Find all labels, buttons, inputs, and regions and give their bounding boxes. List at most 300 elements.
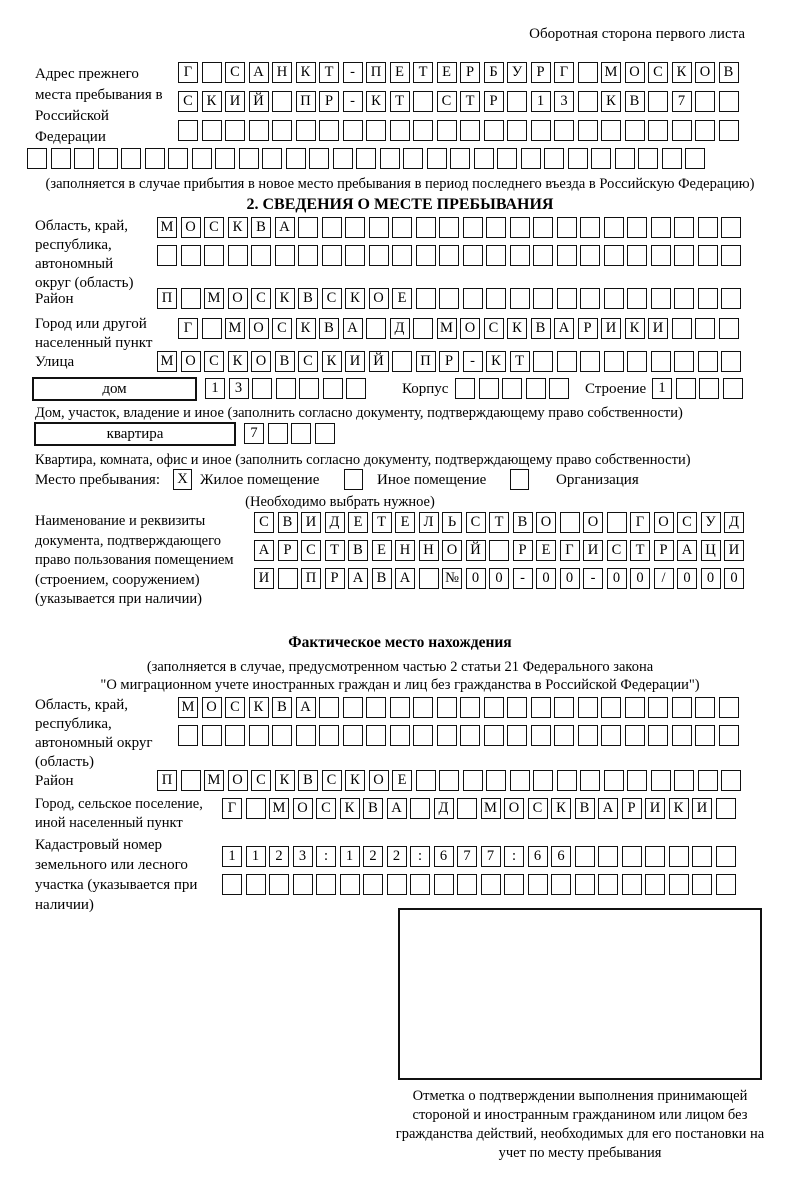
char-box bbox=[651, 245, 671, 266]
char-box: И bbox=[692, 798, 712, 819]
char-box bbox=[557, 245, 577, 266]
char-box bbox=[225, 120, 245, 141]
cadastre-label: Кадастровый номер земельного или лесного участка (указывается при наличии) bbox=[35, 837, 198, 913]
char-box: Т bbox=[413, 62, 433, 83]
char-box bbox=[674, 245, 694, 266]
char-box: 7 bbox=[481, 846, 501, 867]
stroenie-label: Строение bbox=[585, 381, 647, 397]
char-box bbox=[721, 288, 741, 309]
char-box bbox=[716, 874, 736, 895]
char-box bbox=[672, 318, 692, 339]
char-box: К bbox=[345, 770, 365, 791]
char-box bbox=[275, 245, 295, 266]
char-box: С bbox=[272, 318, 292, 339]
char-box: В bbox=[298, 770, 318, 791]
char-box: П bbox=[157, 770, 177, 791]
char-box: М bbox=[269, 798, 289, 819]
char-box: И bbox=[645, 798, 665, 819]
region-row-2 bbox=[157, 245, 745, 267]
char-box bbox=[204, 245, 224, 266]
char-box bbox=[627, 351, 647, 372]
char-box bbox=[298, 245, 318, 266]
char-box: А bbox=[677, 540, 697, 561]
char-box: К bbox=[296, 62, 316, 83]
char-box bbox=[651, 770, 671, 791]
char-box: В bbox=[513, 512, 533, 533]
char-box bbox=[98, 148, 118, 169]
char-box: П bbox=[301, 568, 321, 589]
char-box bbox=[716, 798, 736, 819]
char-box: / bbox=[654, 568, 674, 589]
char-box: 3 bbox=[554, 91, 574, 112]
char-box: К bbox=[322, 351, 342, 372]
char-box: П bbox=[366, 62, 386, 83]
char-box bbox=[286, 148, 306, 169]
char-box: М bbox=[204, 770, 224, 791]
char-box: Й bbox=[249, 91, 269, 112]
char-box bbox=[333, 148, 353, 169]
char-box bbox=[215, 148, 235, 169]
char-box bbox=[685, 148, 705, 169]
char-box bbox=[692, 846, 712, 867]
char-box: С bbox=[298, 351, 318, 372]
region2-row-1 bbox=[178, 697, 742, 719]
confirmation-mark-caption: Отметка о подтверждении выполнения принимающей стороной и иностранным гражданином или лицом без гражданства действий, необходимых для его постановки на учет по месту пребывания bbox=[395, 1088, 765, 1161]
char-box: Д bbox=[434, 798, 454, 819]
char-box bbox=[719, 318, 739, 339]
char-box bbox=[557, 770, 577, 791]
char-box: А bbox=[395, 568, 415, 589]
char-box bbox=[343, 697, 363, 718]
char-box: 7 bbox=[672, 91, 692, 112]
char-box bbox=[228, 245, 248, 266]
char-box bbox=[413, 120, 433, 141]
char-box bbox=[528, 874, 548, 895]
char-box: Е bbox=[392, 770, 412, 791]
char-box: О bbox=[536, 512, 556, 533]
char-box bbox=[507, 697, 527, 718]
char-box: К bbox=[507, 318, 527, 339]
char-box: - bbox=[583, 568, 603, 589]
char-box: 6 bbox=[528, 846, 548, 867]
char-box: Р bbox=[319, 91, 339, 112]
char-box: Д bbox=[724, 512, 744, 533]
char-box: В bbox=[348, 540, 368, 561]
char-box bbox=[560, 512, 580, 533]
char-box bbox=[380, 148, 400, 169]
char-box bbox=[604, 288, 624, 309]
stay-type-note: (Необходимо выбрать нужное) bbox=[245, 494, 435, 510]
char-box: С bbox=[607, 540, 627, 561]
char-box: С bbox=[528, 798, 548, 819]
char-box bbox=[486, 245, 506, 266]
char-box bbox=[557, 351, 577, 372]
char-box bbox=[601, 697, 621, 718]
document-label: Наименование и реквизиты документа, подтверждающего право пользования помещением (строением, сооружением) (указывается при наличии) bbox=[35, 513, 234, 607]
char-box bbox=[568, 148, 588, 169]
char-box bbox=[484, 120, 504, 141]
prev-address-row-2 bbox=[178, 91, 742, 113]
char-box: К bbox=[551, 798, 571, 819]
prev-address-label: Адрес прежнего места пребывания в Российской Федерации bbox=[35, 66, 163, 145]
char-box bbox=[460, 697, 480, 718]
char-box bbox=[272, 91, 292, 112]
char-box bbox=[575, 874, 595, 895]
char-box bbox=[604, 217, 624, 238]
char-box bbox=[604, 351, 624, 372]
char-box: 0 bbox=[677, 568, 697, 589]
char-box: О bbox=[293, 798, 313, 819]
char-box bbox=[392, 245, 412, 266]
char-box bbox=[695, 697, 715, 718]
char-box: А bbox=[296, 697, 316, 718]
char-box bbox=[627, 770, 647, 791]
char-box bbox=[719, 120, 739, 141]
char-box bbox=[181, 770, 201, 791]
char-box bbox=[625, 697, 645, 718]
char-box: 1 bbox=[205, 378, 225, 399]
street-row bbox=[157, 351, 745, 373]
char-box bbox=[580, 245, 600, 266]
char-box bbox=[698, 245, 718, 266]
char-box: Ь bbox=[442, 512, 462, 533]
document-row-3 bbox=[254, 568, 748, 590]
char-box: Р bbox=[513, 540, 533, 561]
char-box bbox=[356, 148, 376, 169]
char-box bbox=[322, 245, 342, 266]
char-box: К bbox=[228, 217, 248, 238]
char-box bbox=[178, 725, 198, 746]
korpus-row bbox=[455, 378, 573, 400]
char-box bbox=[225, 725, 245, 746]
apartment-number-row bbox=[244, 423, 338, 445]
char-box bbox=[479, 378, 499, 399]
char-box: О bbox=[228, 288, 248, 309]
char-box: С bbox=[316, 798, 336, 819]
char-box: А bbox=[598, 798, 618, 819]
char-box bbox=[403, 148, 423, 169]
char-box: В bbox=[275, 351, 295, 372]
char-box bbox=[121, 148, 141, 169]
char-box bbox=[598, 846, 618, 867]
char-box: О bbox=[181, 217, 201, 238]
char-box: С bbox=[677, 512, 697, 533]
confirmation-mark-box bbox=[398, 908, 762, 1080]
char-box: К bbox=[340, 798, 360, 819]
char-box: Г bbox=[554, 62, 574, 83]
char-box bbox=[601, 120, 621, 141]
char-box bbox=[533, 770, 553, 791]
char-box bbox=[627, 288, 647, 309]
char-box: Д bbox=[390, 318, 410, 339]
char-box bbox=[651, 351, 671, 372]
char-box bbox=[580, 351, 600, 372]
char-box: 0 bbox=[489, 568, 509, 589]
char-box: В bbox=[272, 697, 292, 718]
char-box bbox=[645, 874, 665, 895]
char-box: Ц bbox=[701, 540, 721, 561]
char-box bbox=[168, 148, 188, 169]
stroenie-row bbox=[652, 378, 746, 400]
char-box bbox=[392, 217, 412, 238]
char-box: Р bbox=[654, 540, 674, 561]
char-box bbox=[526, 378, 546, 399]
char-box: 2 bbox=[269, 846, 289, 867]
char-box bbox=[178, 120, 198, 141]
char-box bbox=[296, 120, 316, 141]
char-box bbox=[551, 874, 571, 895]
char-box: Г bbox=[560, 540, 580, 561]
char-box bbox=[486, 288, 506, 309]
char-box: А bbox=[249, 62, 269, 83]
char-box bbox=[457, 874, 477, 895]
char-box bbox=[507, 91, 527, 112]
char-box: В bbox=[531, 318, 551, 339]
char-box bbox=[692, 874, 712, 895]
region-row-1 bbox=[157, 217, 745, 239]
char-box bbox=[698, 351, 718, 372]
char-box bbox=[497, 148, 517, 169]
char-box: К bbox=[296, 318, 316, 339]
char-box: К bbox=[275, 770, 295, 791]
char-box bbox=[343, 725, 363, 746]
char-box bbox=[607, 512, 627, 533]
char-box: К bbox=[366, 91, 386, 112]
char-box: О bbox=[625, 62, 645, 83]
char-box bbox=[222, 874, 242, 895]
char-box bbox=[309, 148, 329, 169]
char-box: 3 bbox=[293, 846, 313, 867]
char-box: Н bbox=[395, 540, 415, 561]
char-box: Р bbox=[278, 540, 298, 561]
char-box: С bbox=[466, 512, 486, 533]
char-box bbox=[648, 120, 668, 141]
city-label: Город или другой населенный пункт bbox=[35, 316, 153, 351]
char-box bbox=[486, 217, 506, 238]
char-box: К bbox=[601, 91, 621, 112]
char-box bbox=[346, 378, 366, 399]
char-box bbox=[74, 148, 94, 169]
char-box bbox=[460, 120, 480, 141]
char-box: Е bbox=[372, 540, 392, 561]
char-box bbox=[427, 148, 447, 169]
char-box bbox=[578, 725, 598, 746]
char-box bbox=[580, 288, 600, 309]
char-box bbox=[366, 725, 386, 746]
char-box bbox=[554, 120, 574, 141]
char-box: Т bbox=[630, 540, 650, 561]
char-box bbox=[316, 874, 336, 895]
char-box: М bbox=[481, 798, 501, 819]
char-box: С bbox=[437, 91, 457, 112]
char-box bbox=[544, 148, 564, 169]
char-box bbox=[578, 91, 598, 112]
char-box bbox=[246, 874, 266, 895]
cadastre-row-1 bbox=[222, 846, 739, 868]
char-box bbox=[410, 874, 430, 895]
char-box: 6 bbox=[551, 846, 571, 867]
char-box: В bbox=[251, 217, 271, 238]
prev-address-row-4 bbox=[27, 148, 709, 170]
option-other-premises-label: Иное помещение bbox=[377, 472, 487, 488]
char-box bbox=[601, 725, 621, 746]
char-box bbox=[239, 148, 259, 169]
char-box: М bbox=[601, 62, 621, 83]
char-box bbox=[439, 288, 459, 309]
char-box bbox=[651, 288, 671, 309]
char-box: 0 bbox=[466, 568, 486, 589]
char-box bbox=[410, 798, 430, 819]
char-box bbox=[390, 725, 410, 746]
char-box bbox=[502, 378, 522, 399]
char-box: Г bbox=[178, 318, 198, 339]
char-box: П bbox=[416, 351, 436, 372]
char-box: С bbox=[322, 770, 342, 791]
char-box: М bbox=[437, 318, 457, 339]
char-box bbox=[413, 697, 433, 718]
char-box bbox=[578, 62, 598, 83]
char-box: 0 bbox=[607, 568, 627, 589]
char-box bbox=[202, 725, 222, 746]
char-box bbox=[450, 148, 470, 169]
char-box: О bbox=[228, 770, 248, 791]
char-box: Д bbox=[325, 512, 345, 533]
char-box: К bbox=[228, 351, 248, 372]
char-box: А bbox=[554, 318, 574, 339]
char-box bbox=[719, 91, 739, 112]
char-box bbox=[625, 120, 645, 141]
char-box: В bbox=[319, 318, 339, 339]
document-row-2 bbox=[254, 540, 748, 562]
char-box: И bbox=[254, 568, 274, 589]
actual-location-note-2: "О миграционном учете иностранных граждан и лиц без гражданства в Российской Федерации") bbox=[100, 677, 700, 693]
char-box bbox=[674, 770, 694, 791]
char-box: Т bbox=[390, 91, 410, 112]
apartment-type-box: квартира bbox=[34, 422, 236, 446]
char-box: Т bbox=[460, 91, 480, 112]
char-box bbox=[699, 378, 719, 399]
char-box: Н bbox=[272, 62, 292, 83]
char-box bbox=[598, 874, 618, 895]
char-box bbox=[413, 725, 433, 746]
char-box bbox=[695, 725, 715, 746]
char-box: : bbox=[316, 846, 336, 867]
char-box bbox=[369, 217, 389, 238]
char-box: С bbox=[225, 62, 245, 83]
char-box: М bbox=[225, 318, 245, 339]
char-box: Г bbox=[630, 512, 650, 533]
char-box: Т bbox=[372, 512, 392, 533]
char-box bbox=[622, 846, 642, 867]
char-box: К bbox=[625, 318, 645, 339]
char-box bbox=[648, 725, 668, 746]
char-box bbox=[648, 91, 668, 112]
char-box bbox=[507, 725, 527, 746]
district2-label: Район bbox=[35, 773, 74, 789]
char-box bbox=[181, 288, 201, 309]
char-box bbox=[484, 725, 504, 746]
char-box: К bbox=[672, 62, 692, 83]
char-box bbox=[578, 120, 598, 141]
char-box bbox=[323, 378, 343, 399]
char-box bbox=[413, 91, 433, 112]
char-box: - bbox=[513, 568, 533, 589]
char-box bbox=[604, 245, 624, 266]
char-box: С bbox=[322, 288, 342, 309]
char-box: 1 bbox=[246, 846, 266, 867]
region-label: Область, край, республика, автономный округ (область) bbox=[35, 218, 134, 291]
char-box bbox=[716, 846, 736, 867]
char-box: В bbox=[363, 798, 383, 819]
char-box: И bbox=[583, 540, 603, 561]
char-box: А bbox=[343, 318, 363, 339]
char-box bbox=[437, 697, 457, 718]
char-box bbox=[345, 217, 365, 238]
char-box bbox=[463, 770, 483, 791]
char-box: Т bbox=[510, 351, 530, 372]
char-box: В bbox=[719, 62, 739, 83]
char-box: П bbox=[296, 91, 316, 112]
char-box bbox=[481, 874, 501, 895]
char-box bbox=[363, 874, 383, 895]
char-box bbox=[638, 148, 658, 169]
district2-row bbox=[157, 770, 745, 792]
char-box bbox=[484, 697, 504, 718]
char-box bbox=[648, 697, 668, 718]
apartment-note: Квартира, комната, офис и иное (заполнить согласно документу, подтверждающему право собственности) bbox=[35, 452, 691, 468]
char-box bbox=[343, 120, 363, 141]
char-box: О bbox=[181, 351, 201, 372]
city2-label: Город, сельское поселение, иной населенный пункт bbox=[35, 796, 203, 831]
char-box bbox=[510, 245, 530, 266]
korpus-label: Корпус bbox=[402, 381, 449, 397]
char-box bbox=[299, 378, 319, 399]
char-box bbox=[698, 217, 718, 238]
char-box: К bbox=[275, 288, 295, 309]
char-box: М bbox=[204, 288, 224, 309]
char-box bbox=[674, 351, 694, 372]
char-box bbox=[51, 148, 71, 169]
char-box: Н bbox=[419, 540, 439, 561]
char-box: Е bbox=[395, 512, 415, 533]
char-box bbox=[719, 725, 739, 746]
char-box: В bbox=[298, 288, 318, 309]
char-box: - bbox=[343, 62, 363, 83]
char-box: Р bbox=[439, 351, 459, 372]
prev-address-row-3 bbox=[178, 120, 742, 142]
char-box: И bbox=[601, 318, 621, 339]
char-box bbox=[369, 245, 389, 266]
char-box bbox=[416, 245, 436, 266]
char-box: О bbox=[583, 512, 603, 533]
char-box bbox=[531, 120, 551, 141]
char-box bbox=[507, 120, 527, 141]
char-box bbox=[262, 148, 282, 169]
char-box: Р bbox=[484, 91, 504, 112]
char-box bbox=[340, 874, 360, 895]
char-box bbox=[298, 217, 318, 238]
char-box bbox=[695, 91, 715, 112]
char-box bbox=[504, 874, 524, 895]
char-box bbox=[387, 874, 407, 895]
char-box: В bbox=[278, 512, 298, 533]
char-box bbox=[533, 288, 553, 309]
char-box bbox=[181, 245, 201, 266]
char-box: 2 bbox=[363, 846, 383, 867]
char-box bbox=[591, 148, 611, 169]
char-box bbox=[486, 770, 506, 791]
char-box: У bbox=[701, 512, 721, 533]
